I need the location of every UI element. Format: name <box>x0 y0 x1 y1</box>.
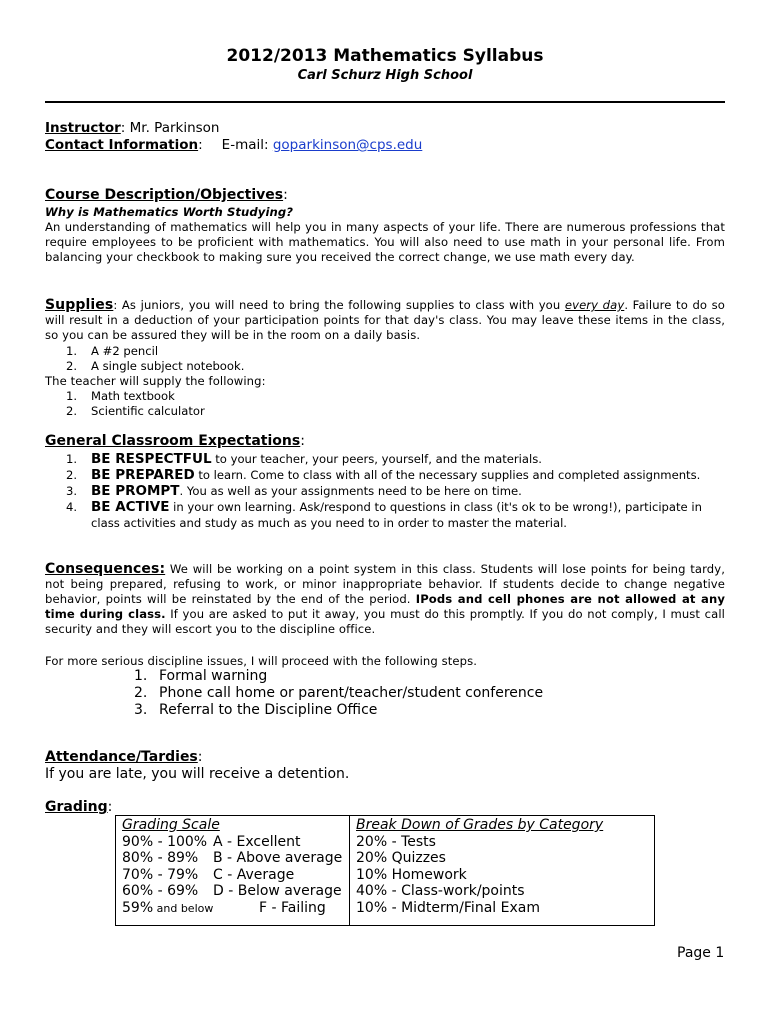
discipline-steps <box>134 668 543 719</box>
email-label: E-mail: <box>221 137 269 153</box>
table-row: 10% - Midterm/Final Exam <box>356 899 540 916</box>
list-item: 2. Scientific calculator <box>66 404 205 418</box>
instructor-label: Instructor <box>45 120 121 136</box>
table-row: 20% - Tests <box>356 833 436 850</box>
instructor-value: : Mr. Parkinson <box>120 120 220 136</box>
course-heading: Course Description/Objectives: <box>45 187 288 203</box>
table-divider <box>349 816 350 925</box>
table-row: 70% - 79% C - Average <box>122 866 295 883</box>
table-row: 59% and below F - Failing <box>122 899 326 916</box>
table-row: 90% - 100% A - Excellent <box>122 833 301 850</box>
list-item: 3. Referral to the Discipline Office <box>134 702 378 718</box>
list-item: 1. Formal warning <box>134 668 268 684</box>
school-name: Carl Schurz High School <box>297 68 473 83</box>
course-subheading: Why is Mathematics Worth Studying? <box>45 205 294 219</box>
teacher-supplies-list <box>66 389 726 419</box>
grading-heading: Grading: <box>45 799 113 815</box>
grading-table <box>115 815 655 926</box>
list-item: 3. BE PROMPT. You as well as your assignments need to be here on time. <box>66 483 522 499</box>
table-row: 80% - 89% B - Above average <box>122 850 343 866</box>
table-row: 40% - Class-work/points <box>356 883 525 899</box>
list-item: 4. BE ACTIVE in your own learning. Ask/respond to questions in class (it's ok to be wrong!), participate in class activities and study as much as you need to in order to master the material. <box>66 499 702 530</box>
expectations-heading: General Classroom Expectations: <box>45 433 305 449</box>
page-number: Page 1 <box>677 945 725 961</box>
list-item: 2. A single subject notebook. <box>66 359 245 373</box>
breakdown-column <box>356 817 603 916</box>
student-supplies-list <box>66 344 726 374</box>
header-divider <box>45 101 725 103</box>
consequences-heading: Consequences: <box>45 561 166 577</box>
list-item: 1. BE RESPECTFUL to your teacher, your peers, yourself, and the materials. <box>66 451 542 467</box>
supplies-heading: Supplies <box>45 297 114 313</box>
attendance-text: If you are late, you will receive a detention. <box>45 766 350 782</box>
contact-sep: : <box>198 137 203 153</box>
supplies-paragraph: Supplies: As juniors, you will need to bring the following supplies to class with you every day. Failure to do so will result in a deduction of your participation points for that day's class. You may leave these items in the class, so you can be assured they will be in the room on a daily basis. <box>45 297 725 342</box>
table-row: 10% Homework <box>356 866 467 883</box>
list-item: 2. Phone call home or parent/teacher/student conference <box>134 685 544 701</box>
breakdown-header: Break Down of Grades by Category <box>356 817 604 833</box>
every-day-emphasis: every day <box>564 298 625 312</box>
table-row: 20% Quizzes <box>356 850 446 866</box>
contact-line <box>45 137 422 153</box>
contact-label: Contact Information <box>45 137 199 153</box>
list-item: 1. Math textbook <box>66 389 175 403</box>
course-body: An understanding of mathematics will help you in many aspects of your life. There are numerous professions that require employees to be proficient with mathematics. You will also need to use math in your personal life. From balancing your checkbook to making sure you received the correct change, we use math every day. <box>45 220 725 264</box>
list-item: 2. BE PREPARED to learn. Come to class with all of the necessary supplies and completed assignments. <box>66 467 701 483</box>
teacher-supplies-intro: The teacher will supply the following: <box>45 374 266 388</box>
consequences-paragraph: Consequences: We will be working on a point system in this class. Students will lose points for being tardy, not being prepared, refusing to work, or minor inappropriate behavior. If students decide to change negative behavior, points will be reinstated by the end of the period. IPods and cell phones are not allowed at any time during class. If you are asked to put it away, you must do this promptly. If you do not comply, I must call security and they will escort you to the discipline office. <box>45 561 725 636</box>
instructor-line <box>45 120 220 136</box>
discipline-intro: For more serious discipline issues, I will proceed with the following steps. <box>45 654 478 668</box>
phone-policy: IPods and cell phones are not allowed at any time during class. <box>45 592 725 621</box>
list-item: 1. A #2 pencil <box>66 344 159 358</box>
expectations-list <box>66 451 726 531</box>
grading-scale-column <box>122 817 342 917</box>
email-link[interactable]: goparkinson@cps.edu <box>272 137 423 153</box>
document-title: 2012/2013 Mathematics Syllabus <box>226 46 544 66</box>
grading-scale-header: Grading Scale <box>122 817 220 833</box>
attendance-heading: Attendance/Tardies: <box>45 749 203 765</box>
table-row: 60% - 69% D - Below average <box>122 883 342 899</box>
